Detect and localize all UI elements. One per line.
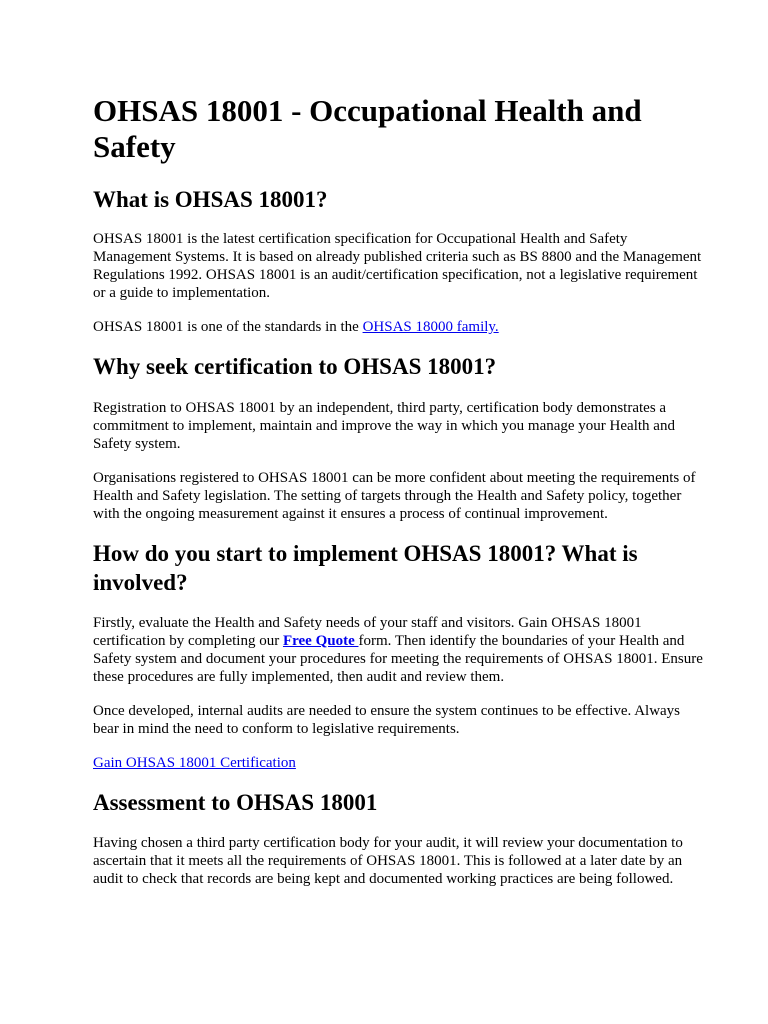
gain-certification-link[interactable]: Gain OHSAS 18001 Certification: [93, 755, 296, 771]
paragraph-how-2: Once developed, internal audits are needed to ensure the system continues to be effective. Always bear in mind the need to conform to legislative requirements.: [93, 703, 681, 737]
heading-what-is: What is OHSAS 18001?: [93, 187, 328, 212]
paragraph-text: Firstly, evaluate the Health and Safety needs of your staff and visitors. Gain OHSAS 18001 certification by completing our: [93, 615, 642, 649]
paragraph-why-1: Registration to OHSAS 18001 by an independent, third party, certification body demonstrates a commitment to implement, maintain and improve the way in which you manage your Health and Safety system.: [93, 400, 675, 452]
paragraph-what-is-1: OHSAS 18001 is the latest certification specification for Occupational Health and Safety Management Systems. It is based on already published criteria such as BS 8800 and the Management Regulations 1992. OHSAS 18001 is an audit/certification specification, not a legislative requirement or a guide to implementation.: [93, 231, 702, 301]
ohsas-18000-family-link[interactable]: OHSAS 18000 family.: [362, 319, 499, 335]
page-title: OHSAS 18001 - Occupational Health and Safety: [93, 93, 642, 164]
free-quote-link[interactable]: Free Quote: [282, 633, 359, 649]
heading-assessment: Assessment to OHSAS 18001: [93, 790, 378, 815]
heading-how-implement: How do you start to implement OHSAS 18001? What is involved?: [93, 541, 638, 595]
paragraph-how-1: [93, 614, 708, 686]
heading-why-certify: Why seek certification to OHSAS 18001?: [93, 354, 497, 379]
paragraph-text: OHSAS 18001 is one of the standards in the: [93, 319, 363, 335]
paragraph-text: form. Then identify the boundaries of your Health and Safety system and document your procedures for meeting the requirements of OHSAS 18001. Ensure these procedures are fully implemented, then audit and review them.: [93, 633, 703, 685]
paragraph-why-2: Organisations registered to OHSAS 18001 can be more confident about meeting the requirements of Health and Safety legislation. The setting of targets through the Health and Safety policy, together with the ongoing measurement against it ensures a process of continual improvement.: [93, 470, 696, 522]
paragraph-assessment-1: Having chosen a third party certification body for your audit, it will review your documentation to ascertain that it meets all the requirements of OHSAS 18001. This is followed at a later date by an audit to check that records are being kept and documented working practices are being followed.: [93, 835, 683, 887]
paragraph-how-link: [93, 754, 708, 772]
paragraph-what-is-2: [93, 318, 708, 336]
